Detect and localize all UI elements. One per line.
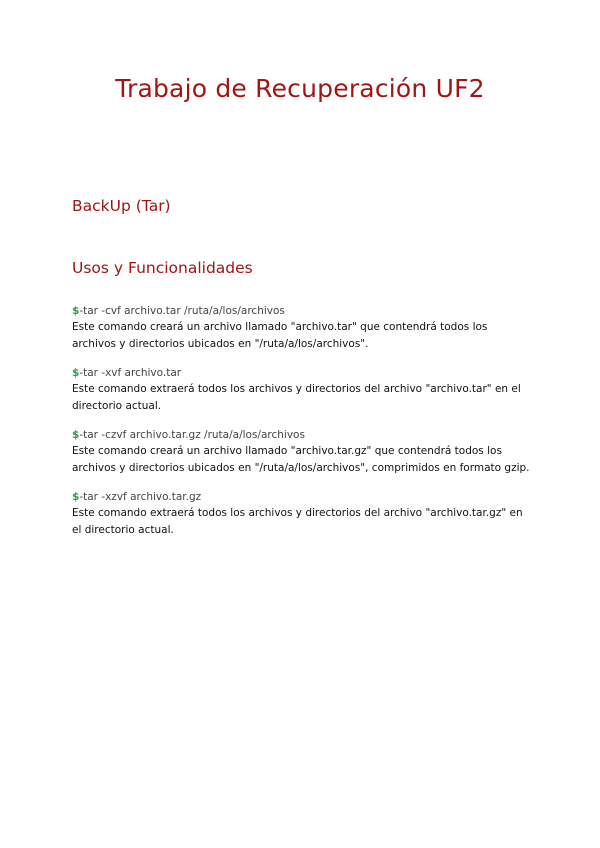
command-item — [72, 489, 532, 539]
command-description: Este comando creará un archivo llamado "archivo.tar" que contendrá todos los archivos y directorios ubicados en "/ruta/a/los/archivos". — [72, 321, 488, 350]
command-list — [72, 303, 532, 551]
command-item — [72, 303, 532, 353]
command-line — [72, 303, 532, 319]
command-text: -tar -czvf archivo.tar.gz /ruta/a/los/archivos — [79, 429, 305, 441]
command-line — [72, 427, 532, 443]
command-description: Este comando extraerá todos los archivos y directorios del archivo "archivo.tar.gz" en el directorio actual. — [72, 507, 523, 536]
command-text: -tar -xzvf archivo.tar.gz — [79, 491, 202, 503]
command-text: -tar -cvf archivo.tar /ruta/a/los/archivos — [79, 305, 285, 317]
command-item — [72, 427, 532, 477]
section-heading-usos: Usos y Funcionalidades — [72, 259, 253, 277]
prompt-symbol: $ — [72, 429, 80, 441]
section-heading-backup: BackUp (Tar) — [72, 197, 171, 215]
document-title: Trabajo de Recuperación UF2 — [115, 74, 485, 103]
prompt-symbol: $ — [72, 305, 80, 317]
command-line — [72, 365, 532, 381]
prompt-symbol: $ — [72, 367, 80, 379]
prompt-symbol: $ — [72, 491, 80, 503]
command-item — [72, 365, 532, 415]
command-line — [72, 489, 532, 505]
command-description: Este comando extraerá todos los archivos y directorios del archivo "archivo.tar" en el directorio actual. — [72, 383, 521, 412]
command-text: -tar -xvf archivo.tar — [79, 367, 182, 379]
command-description: Este comando creará un archivo llamado "archivo.tar.gz" que contendrá todos los archivos y directorios ubicados en "/ruta/a/los/archivos", comprimidos en formato gzip. — [72, 445, 530, 474]
